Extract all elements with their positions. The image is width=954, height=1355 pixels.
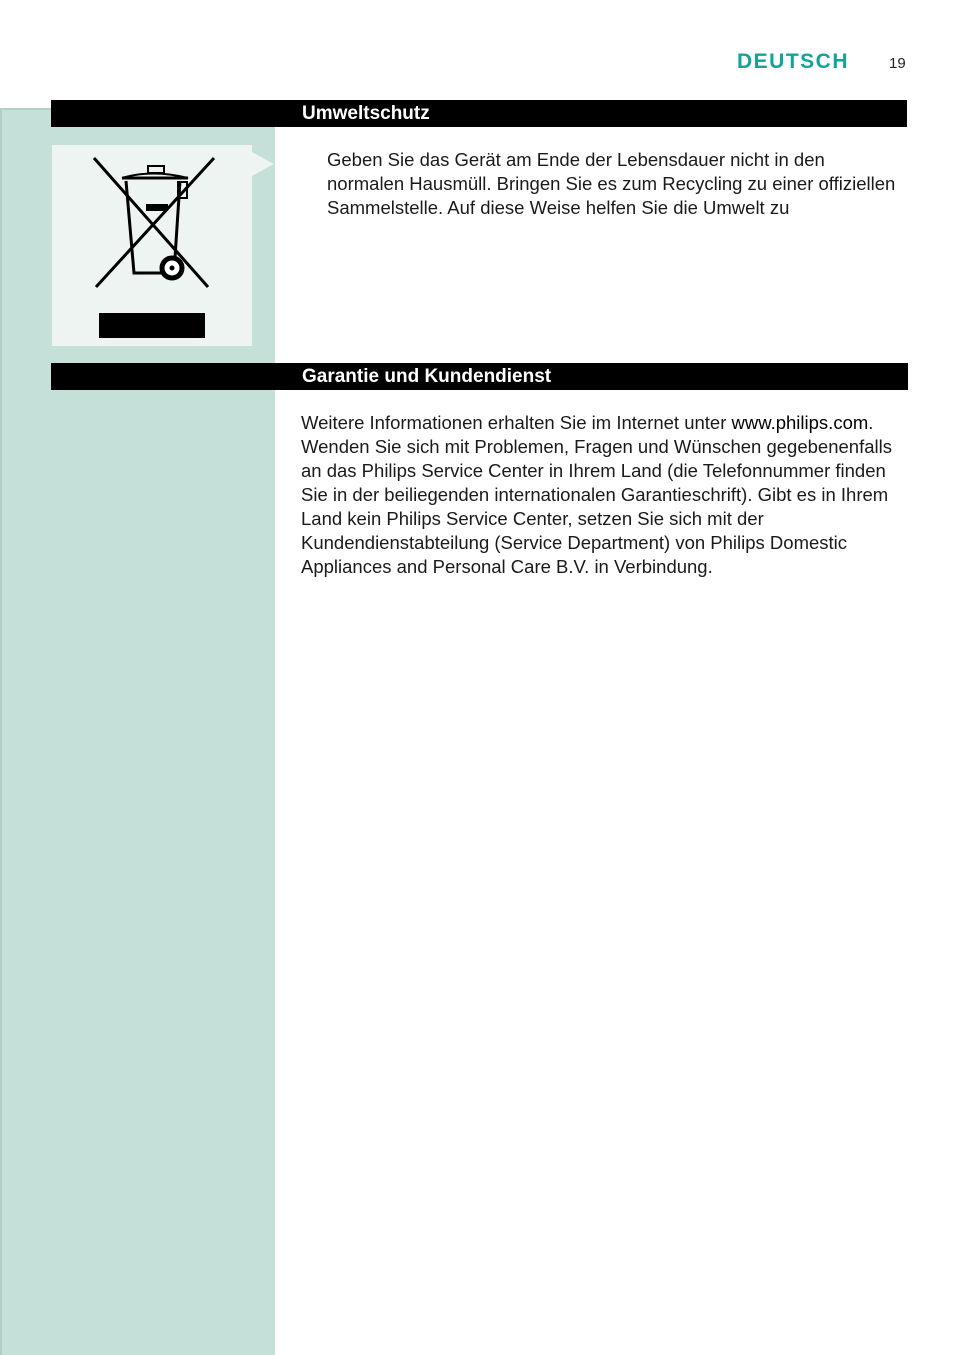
garantie-text-intro: Weitere Informationen erhalten Sie im Internet unter (301, 412, 732, 433)
umweltschutz-text: Geben Sie das Gerät am Ende der Lebensdauer nicht in den normalen Hausmüll. Bringen Sie es zum Recycling zu einer offiziellen Sammelstelle. Auf diese Weise helfen Sie die Umwelt zu (327, 149, 896, 218)
weee-illustration (52, 145, 252, 346)
section-title-umweltschutz: Umweltschutz (51, 100, 907, 127)
section-title-garantie: Garantie und Kundendienst (51, 363, 908, 390)
page-number: 19 (889, 55, 906, 72)
illustration-pointer (252, 152, 274, 176)
garantie-text-details: . Wenden Sie sich mit Problemen, Fragen und Wünschen gegebenenfalls an das Philips Service Center in Ihrem Land (die Telefonnummer finden Sie in der beiliegenden internationalen Garantieschrift). Gibt es in Ihrem Land kein Philips Service Center, setzen Sie sich mit der Kundendienstabteilung (Service Department) von Philips Domestic Appliances and Personal Care B.V. in Verbindung. (301, 412, 892, 577)
crossed-out-wheelie-bin-icon (52, 145, 252, 346)
philips-website-link[interactable]: www.philips.com (731, 412, 869, 433)
garantie-text (301, 411, 907, 579)
language-label: DEUTSCH (737, 50, 850, 73)
